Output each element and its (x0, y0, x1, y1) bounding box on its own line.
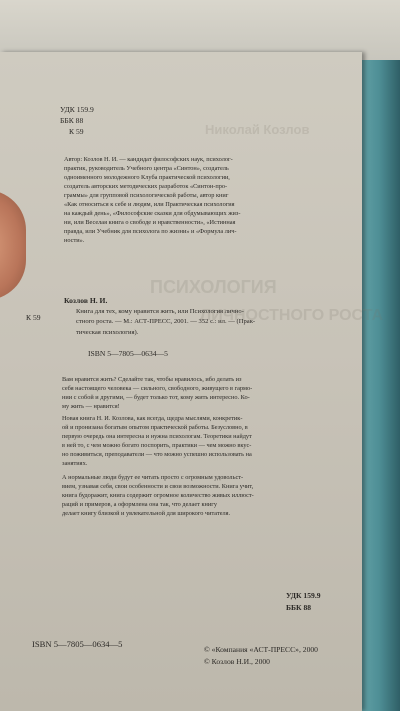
catalog-description (76, 307, 255, 338)
udk-code: УДК 159.9 (60, 105, 94, 114)
author-note-line: создатель авторских методических разработок «Синтон-про- (64, 183, 228, 190)
author-note-line: правда, или Учебник для психолога по жизни» и «Формула лич- (64, 228, 237, 235)
author-note-line: Автор: Козлов Н. И. — кандидат философских наук, психолог- (64, 156, 233, 163)
catalog-line: Книга для тех, кому нравится жить, или Психология лично- (76, 308, 244, 315)
annotation-paragraph-1 (62, 375, 252, 411)
annotation-line: А нормальные люди будут ее читать просто с огромным удовольст- (62, 474, 244, 481)
annotation-line: делает книгу близкой и увлекательной для широкого читателя. (62, 510, 231, 517)
annotation-line: ой и пронизана богатым опытом практической работы. Безусловно, в (62, 424, 248, 431)
annotation-line: книга будоражит, книга содержит огромное количество живых иллюст- (62, 492, 254, 499)
author-note-line: практик, руководитель Учебного центра «Синтон», создатель (64, 165, 229, 172)
annotation-line: себя настоящего человека — сильного, свободного, живущего в гармо- (62, 385, 253, 392)
background-surface (0, 0, 400, 60)
annotation-line: первую очередь она интересна и нужна психологам. Теоретики найдут (62, 433, 252, 440)
author-code: К 59 (69, 127, 84, 136)
author-note-line: на каждый день», «Философские сказки для обдумывающих жиз- (64, 210, 241, 217)
annotation-line: но поживиться, преподаватели — что можно успешно использовать на (62, 451, 252, 458)
book-page (0, 52, 384, 711)
author-note-line: граммы» для групповой психологической работы, автор книг (64, 192, 229, 199)
author-note-line: одноименного молодежного Клуба практической психологии, (64, 174, 230, 181)
annotation-line: раций и примеров, а оформлена она так, что делает книгу (62, 501, 217, 508)
copyright-author: © Козлов Н.И., 2000 (204, 657, 270, 666)
catalog-line: тическая психология). (76, 328, 139, 336)
author-note-line: «Как относиться к себе и людям, или Практическая психология (64, 201, 235, 208)
annotation-line: Новая книга Н. И. Козлова, как всегда, щедра мыслями, конкретик- (62, 415, 243, 422)
show-through-text: ПСИХОЛОГИЯ (150, 277, 277, 297)
catalog-isbn: ISBN 5—7805—0634—5 (88, 349, 168, 358)
author-note (64, 155, 241, 245)
copyright-publisher: © «Компания «АСТ-ПРЕСС», 2000 (204, 645, 318, 654)
author-note-line: ни, или Веселая книга о свободе и нравственности», «Истинная (64, 219, 236, 226)
show-through-text: Николай Козлов (205, 122, 310, 137)
bottom-isbn: ISBN 5—7805—0634—5 (32, 639, 123, 649)
catalog-code: К 59 (26, 313, 41, 322)
author-note-line: ности». (64, 237, 85, 244)
annotation-line: Вам нравится жить? Сделайте так, чтобы нравилось, ибо делать из (62, 376, 242, 383)
catalog-line: стного роста. — М.: АСТ-ПРЕСС, 2001. — 352 с.: ил. — (Прак- (76, 318, 256, 326)
annotation-line: му жить — нравится! (62, 403, 120, 410)
show-through-text: ЛИЧНОСТНОГО РОСТА (200, 307, 384, 324)
annotation-paragraph-3 (62, 473, 254, 518)
annotation-line: нии с собой и другими, — будет только тот, кому жить интересно. Ко- (62, 394, 250, 401)
bottom-bbk: ББК 88 (286, 603, 312, 612)
annotation-line: занятиях. (62, 460, 88, 467)
annotation-line: вием, узнавая себя, свои особенности и свои возможности. Книга учит, (62, 483, 254, 490)
bbk-code: ББК 88 (60, 116, 84, 125)
annotation-line: в ней то, с чем можно богато поспорить, практики — чем можно вкус- (62, 442, 252, 449)
catalog-author: Козлов Н. И. (64, 296, 108, 305)
annotation-paragraph-2 (62, 414, 252, 468)
bottom-udk: УДК 159.9 (286, 591, 321, 600)
